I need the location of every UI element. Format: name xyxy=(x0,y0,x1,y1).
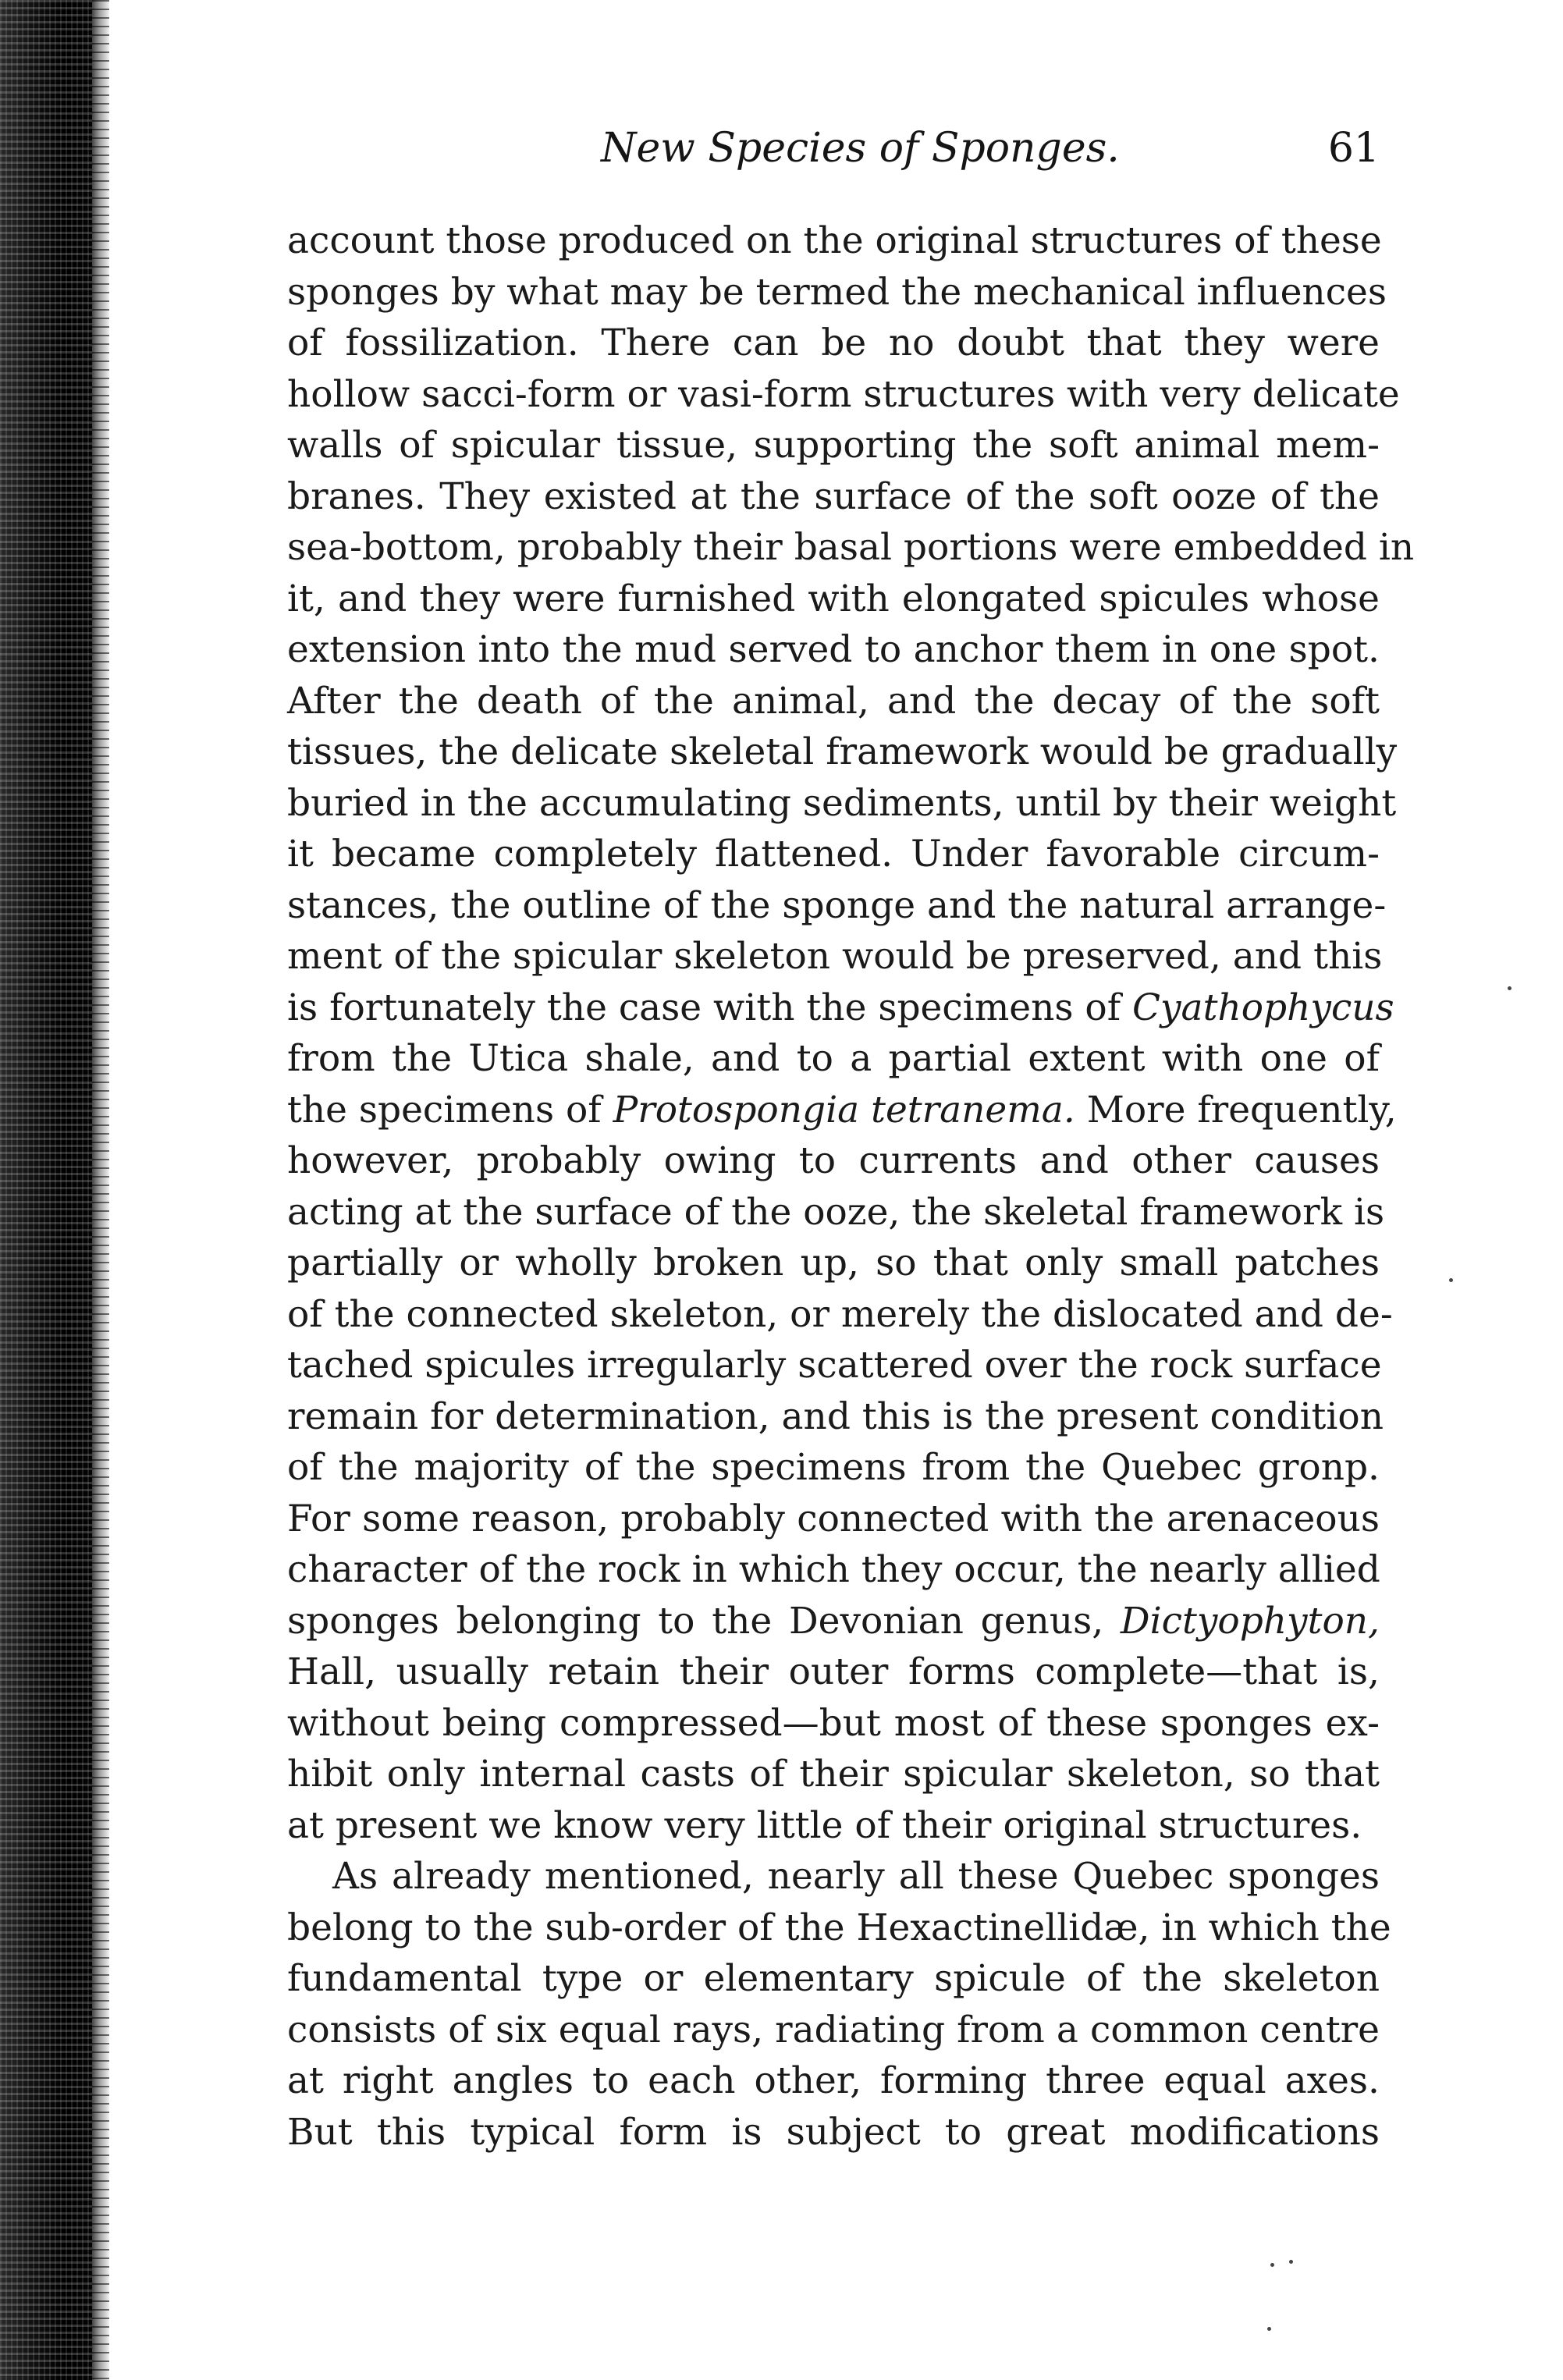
page-gutter-edge xyxy=(92,0,109,2380)
text-segment: it, and they were furnished with elongated spicules whose xyxy=(287,577,1380,620)
text-segment: is fortunately the case with the specimens of xyxy=(287,986,1133,1029)
text-segment: For some reason, probably connected with the arenaceous xyxy=(287,1497,1380,1540)
text-line xyxy=(287,982,1394,1034)
text-segment: without being compressed—but most of these sponges ex- xyxy=(287,1701,1380,1745)
text-line xyxy=(287,1749,1380,1800)
text-line xyxy=(287,471,1380,523)
text-segment: buried in the accumulating sediments, until by their weight xyxy=(287,781,1397,825)
page-number: 61 xyxy=(1327,125,1380,172)
text-line xyxy=(287,522,1415,574)
text-segment: sponges belonging to the Devonian genus, xyxy=(287,1599,1121,1643)
text-line xyxy=(287,1135,1380,1187)
text-segment: hibit only internal casts of their spicular skeleton, so that xyxy=(287,1753,1380,1796)
text-segment: As already mentioned, nearly all these Quebec sponges xyxy=(332,1855,1380,1898)
text-line xyxy=(287,1391,1384,1443)
text-segment: of the majority of the specimens from the Quebec gronp. xyxy=(287,1446,1380,1489)
text-segment: it became completely flattened. Under favorable circum- xyxy=(287,833,1380,876)
text-line xyxy=(287,215,1380,267)
text-line xyxy=(287,829,1380,880)
text-line xyxy=(287,318,1380,369)
text-segment: extension into the mud served to anchor them in one spot. xyxy=(287,628,1380,671)
text-line xyxy=(287,1238,1380,1289)
text-line xyxy=(287,1544,1380,1596)
text-segment: walls of spicular tissue, supporting the soft animal mem- xyxy=(287,424,1380,467)
text-segment: After the death of the animal, and the decay of the soft xyxy=(287,679,1380,723)
text-segment: But this typical form is subject to great modifications xyxy=(287,2110,1380,2154)
text-segment: belong to the sub-order of the Hexactinellidæ, in which the xyxy=(287,1906,1391,1949)
text-segment: however, probably owing to currents and other causes xyxy=(287,1139,1380,1182)
text-segment: from the Utica shale, and to a partial extent with one of xyxy=(287,1037,1380,1080)
text-segment: character of the rock in which they occur, the nearly allied xyxy=(287,1548,1380,1591)
italic-text: Dictyophyton, xyxy=(1120,1599,1380,1643)
text-segment: acting at the surface of the ooze, the skeletal framework is xyxy=(287,1190,1385,1234)
text-line xyxy=(287,369,1400,421)
text-line xyxy=(287,2005,1380,2056)
text-segment: ment of the spicular skeleton would be preserved, and this xyxy=(287,935,1383,978)
running-head xyxy=(287,117,1380,179)
text-line xyxy=(287,1085,1397,1136)
text-line xyxy=(287,267,1387,318)
text-line xyxy=(287,1289,1393,1341)
print-speck xyxy=(1270,2263,1274,2267)
text-segment: More frequently, xyxy=(1075,1088,1397,1131)
text-segment: at right angles to each other, forming three equal axes. xyxy=(287,2059,1380,2102)
text-segment: branes. They existed at the surface of the soft ooze of the xyxy=(287,474,1380,518)
print-speck xyxy=(1289,2260,1293,2264)
text-segment: remain for determination, and this is the present condition xyxy=(287,1394,1384,1438)
text-segment: stances, the outline of the sponge and the natural arrange- xyxy=(287,883,1387,927)
book-binding-shadow xyxy=(0,0,92,2380)
running-title: New Species of Sponges. xyxy=(601,125,1120,172)
text-line xyxy=(287,1698,1380,1749)
text-segment: fundamental type or elementary spicule of the skeleton xyxy=(287,1957,1380,2000)
text-segment: tissues, the delicate skeletal framework would be gradually xyxy=(287,730,1398,773)
body-text xyxy=(287,215,1415,2158)
text-segment: sponges by what may be termed the mechanical influences xyxy=(287,270,1387,314)
text-segment: the specimens of xyxy=(287,1088,613,1131)
text-line xyxy=(287,726,1398,778)
italic-text: Protospongia tetranema. xyxy=(613,1088,1075,1131)
text-line xyxy=(287,1442,1380,1494)
text-segment: Hall, usually retain their outer forms complete—that is, xyxy=(287,1650,1380,1693)
text-line xyxy=(287,1033,1380,1085)
text-line xyxy=(287,1494,1380,1545)
text-line xyxy=(287,574,1380,625)
text-segment: account those produced on the original structures of these xyxy=(287,219,1382,262)
text-line xyxy=(287,2055,1380,2107)
print-speck xyxy=(1267,2327,1271,2331)
text-line xyxy=(287,420,1380,471)
text-line xyxy=(287,676,1380,727)
text-segment: partially or wholly broken up, so that only small patches xyxy=(287,1242,1380,1284)
italic-text: Cyathophycus xyxy=(1132,986,1394,1029)
text-line xyxy=(287,1800,1380,1852)
text-segment: tached spicules irregularly scattered over the rock surface xyxy=(287,1344,1382,1387)
text-line xyxy=(287,931,1383,982)
text-line xyxy=(287,1902,1391,1954)
text-line xyxy=(287,880,1387,932)
text-segment: at present we know very little of their original structures. xyxy=(287,1803,1362,1847)
text-line xyxy=(287,1953,1380,2005)
text-line xyxy=(287,624,1380,676)
text-line xyxy=(287,1340,1380,1391)
text-line xyxy=(287,2107,1380,2158)
text-line xyxy=(287,1851,1380,1902)
text-line xyxy=(287,778,1397,829)
text-segment: of the connected skeleton, or merely the dislocated and de- xyxy=(287,1292,1393,1336)
print-speck xyxy=(1449,1278,1453,1282)
print-speck xyxy=(1508,986,1511,990)
text-segment: hollow sacci-form or vasi-form structures with very delicate xyxy=(287,372,1400,416)
text-segment: of fossilization. There can be no doubt that they were xyxy=(287,321,1380,364)
text-line xyxy=(287,1646,1380,1698)
text-segment: consists of six equal rays, radiating from a common centre xyxy=(287,2008,1380,2051)
text-line xyxy=(287,1187,1385,1238)
text-line xyxy=(287,1596,1380,1647)
text-segment: sea-bottom, probably their basal portions were embedded in xyxy=(287,526,1415,569)
